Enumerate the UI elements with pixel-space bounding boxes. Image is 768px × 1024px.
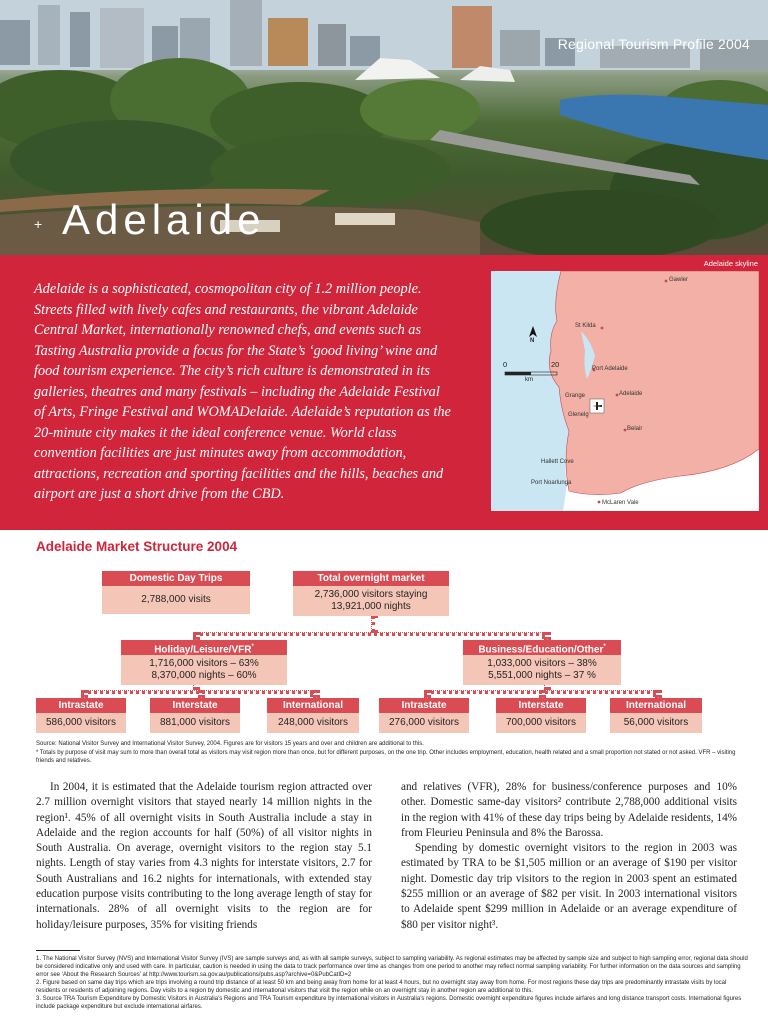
node-value: 1,033,000 visitors – 38% bbox=[487, 658, 597, 669]
scale-unit: km bbox=[525, 377, 533, 383]
body-column-left bbox=[36, 780, 372, 933]
node-leaf bbox=[36, 698, 126, 733]
footnote-marker: * bbox=[251, 644, 254, 650]
map-label-gawler: Gawler bbox=[669, 277, 689, 283]
node-business-education-other bbox=[463, 640, 621, 685]
map-label-st-kilda: St Kilda bbox=[575, 323, 596, 329]
node-value: 2,736,000 visitors staying bbox=[314, 589, 428, 600]
node-domestic-day-trips bbox=[102, 571, 250, 614]
node-head bbox=[463, 640, 621, 655]
connector bbox=[424, 690, 428, 698]
node-value: 8,370,000 nights – 60% bbox=[151, 670, 257, 681]
market-notes bbox=[36, 740, 736, 766]
node-head-label: Holiday/Leisure/VFR bbox=[154, 644, 252, 656]
node-value: 700,000 visitors bbox=[496, 713, 586, 733]
scale-twenty: 20 bbox=[551, 360, 560, 369]
map-label-grange: Grange bbox=[565, 393, 586, 399]
node-head: Domestic Day Trips bbox=[102, 571, 250, 586]
region-map bbox=[491, 271, 759, 511]
connector bbox=[193, 632, 197, 640]
node-head: International bbox=[267, 698, 359, 713]
footnotes bbox=[36, 950, 748, 1011]
node-value: 56,000 visitors bbox=[610, 713, 702, 733]
hero-banner bbox=[0, 0, 768, 255]
market-structure-title: Adelaide Market Structure 2004 bbox=[36, 539, 238, 554]
node-head: International bbox=[610, 698, 702, 713]
node-head: Intrastate bbox=[379, 698, 469, 713]
node-holiday-leisure-vfr bbox=[121, 640, 287, 685]
footnote-rule bbox=[36, 950, 80, 951]
node-head bbox=[121, 640, 287, 655]
node-body bbox=[121, 655, 287, 685]
node-head: Interstate bbox=[150, 698, 240, 713]
connector bbox=[313, 690, 317, 698]
node-value: 2,788,000 visits bbox=[102, 586, 250, 614]
body-paragraph: and relatives (VFR), 28% for business/conference purposes and 10% other. Domestic same-day visitors² contribute 2,788,000 additional visits in the region with 41% of these day trips being by Adelaide residents, 14% from Fleurieu Peninsula and 8% the Barossa. bbox=[401, 781, 737, 839]
airport-icon bbox=[590, 399, 604, 413]
node-value: 248,000 visitors bbox=[267, 713, 359, 733]
node-leaf bbox=[150, 698, 240, 733]
map-label-hallett-cove: Hallett Cove bbox=[541, 459, 574, 465]
node-total-overnight bbox=[293, 571, 449, 616]
connector bbox=[198, 690, 202, 698]
scale-zero: 0 bbox=[503, 360, 508, 369]
body-paragraph: Spending by domestic overnight visitors to the region in 2003 was estimated by TRA to be $1,505 million or an average of $190 per visitor night. Domestic day trip visitors to the region in 2003 spent an estimated $255 million or an average of $82 per visit. In 2003 international visitors to Adelaide spent $299 million in Adelaide or an average expenditure of $80 per visitor night³. bbox=[401, 842, 737, 931]
node-head: Interstate bbox=[496, 698, 586, 713]
connector bbox=[81, 690, 85, 698]
node-leaf bbox=[379, 698, 469, 733]
node-body bbox=[463, 655, 621, 685]
map-label-mclaren-vale: McLaren Vale bbox=[602, 500, 639, 506]
connector bbox=[193, 632, 545, 636]
node-leaf bbox=[610, 698, 702, 733]
connector bbox=[544, 632, 548, 640]
node-body bbox=[293, 586, 449, 616]
body-column-right bbox=[401, 780, 737, 933]
north-label: N bbox=[530, 338, 535, 344]
connector bbox=[655, 690, 659, 698]
node-value: 13,921,000 nights bbox=[331, 601, 411, 612]
node-value: 586,000 visitors bbox=[36, 713, 126, 733]
map-label-belair: Belair bbox=[627, 426, 643, 432]
intro-band bbox=[0, 255, 768, 530]
map-label-adelaide: Adelaide bbox=[619, 391, 643, 397]
node-head: Total overnight market bbox=[293, 571, 449, 586]
node-value: 881,000 visitors bbox=[150, 713, 240, 733]
intro-text: Adelaide is a sophisticated, cosmopolitan city of 1.2 million people. Streets filled with lively cafes and restaurants, the vibrant Adelaide Central Market, internationally renowned chefs, and events such as Tasting Australia provide a focus for the State’s ‘good living’ wine and food tourism experience. The city’s rich culture is demonstrated in its galleries, theatres and many festivals – including the Adelaide Festival of Arts, Fringe Festival and WOMADelaide. Adelaide’s reputation as the 20-minute city makes it the ideal conference venue. World class convention facilities are just minutes away from accommodation, attractions, recreation and sporting facilities and the hills, beaches and airport are just a short drive from the CBD. bbox=[34, 281, 451, 502]
node-head-label: Business/Education/Other bbox=[478, 644, 604, 656]
footnote-marker: * bbox=[603, 644, 606, 650]
plus-icon: + bbox=[34, 216, 43, 232]
city-title: Adelaide bbox=[62, 196, 266, 243]
purpose-note: * Totals by purpose of visit may sum to more than overall total as visitors may visit region more than once, but for different purposes, on the one trip. Other includes employment, education, health related and a small proportion not stated or not asked. VFR – visiting friends and relatives. bbox=[36, 749, 736, 764]
node-leaf bbox=[496, 698, 586, 733]
connector bbox=[539, 690, 543, 698]
node-head: Intrastate bbox=[36, 698, 126, 713]
node-value: 276,000 visitors bbox=[379, 713, 469, 733]
connector bbox=[81, 690, 313, 694]
map-label-port-adelaide: Port Adelaide bbox=[592, 366, 628, 372]
body-paragraph: In 2004, it is estimated that the Adelaide tourism region attracted over 2.7 million overnight visitors that stayed nearly 14 million nights in the region¹. 45% of all overnight visits in South Australia include a stay in Adelaide and the region accounts for half (50%) of all visitor nights in South Australia. On average, overnight visitors to the region stay 5.1 nights. Length of stay varies from 4.3 nights for interstate visitors, 2.7 for South Australians and 16.2 nights for internationals, with extended stay education purpose visits contributing to the long average length of stay for internationals. 28% of all overnight visits to the region are for holiday/leisure purposes, 35% for visiting friends bbox=[36, 781, 372, 931]
profile-title: Regional Tourism Profile 2004 bbox=[557, 36, 750, 52]
node-value: 5,551,000 nights – 37 % bbox=[488, 670, 596, 681]
photo-caption: Adelaide skyline bbox=[703, 259, 758, 268]
footnote-1: 1. The National Visitor Survey (NVS) and International Visitor Survey (IVS) are sample surveys and, as with all sample surveys, subject to sampling variability. As regional estimates may be affected by sample size and subject to high sampling error, regional data should be considered indicative only and used with care. In particular, caution is needed in using the data to track performance over time as changes from one period to another may reflect normal sampling variability. For further information on the data sources and sampling error see ‘About the Research Sources’ at http://www.tourism.sa.gov.au/publications/pubs.asp?archive=0&PubCatID=2 bbox=[36, 956, 748, 978]
footnote-2: 2. Figure based on same day trips which are trips involving a round trip distance of at least 50 km and being away from home for at least 4 hours, but no overnight stay away from home. For most regions these day trips are predominantly intrastate visits by local residents or residents of adjoining regions. Day visits to a region by domestic and international visitors that visit the region while on an overnight stay in another region are additional to this. bbox=[36, 980, 727, 994]
map-label-port-noarlunga: Port Noarlunga bbox=[531, 480, 572, 486]
footnote-3: 3. Source TRA Tourism Expenditure by Domestic Visitors in Australia’s Regions and TRA Tourism expenditure by international visitors in Australia’s regions. Domestic overnight expenditure figures include airfares and long distance transport costs. International figures include package expenditure but exclude international airfares. bbox=[36, 996, 742, 1010]
node-leaf bbox=[267, 698, 359, 733]
node-value: 1,716,000 visitors – 63% bbox=[149, 658, 259, 669]
source-note: Source: National Visitor Survey and International Visitor Survey, 2004. Figures are for visitors 15 years and over and children are additional to this. bbox=[36, 741, 424, 747]
map-label-glenelg: Glenelg bbox=[568, 412, 589, 418]
connector bbox=[371, 615, 375, 633]
